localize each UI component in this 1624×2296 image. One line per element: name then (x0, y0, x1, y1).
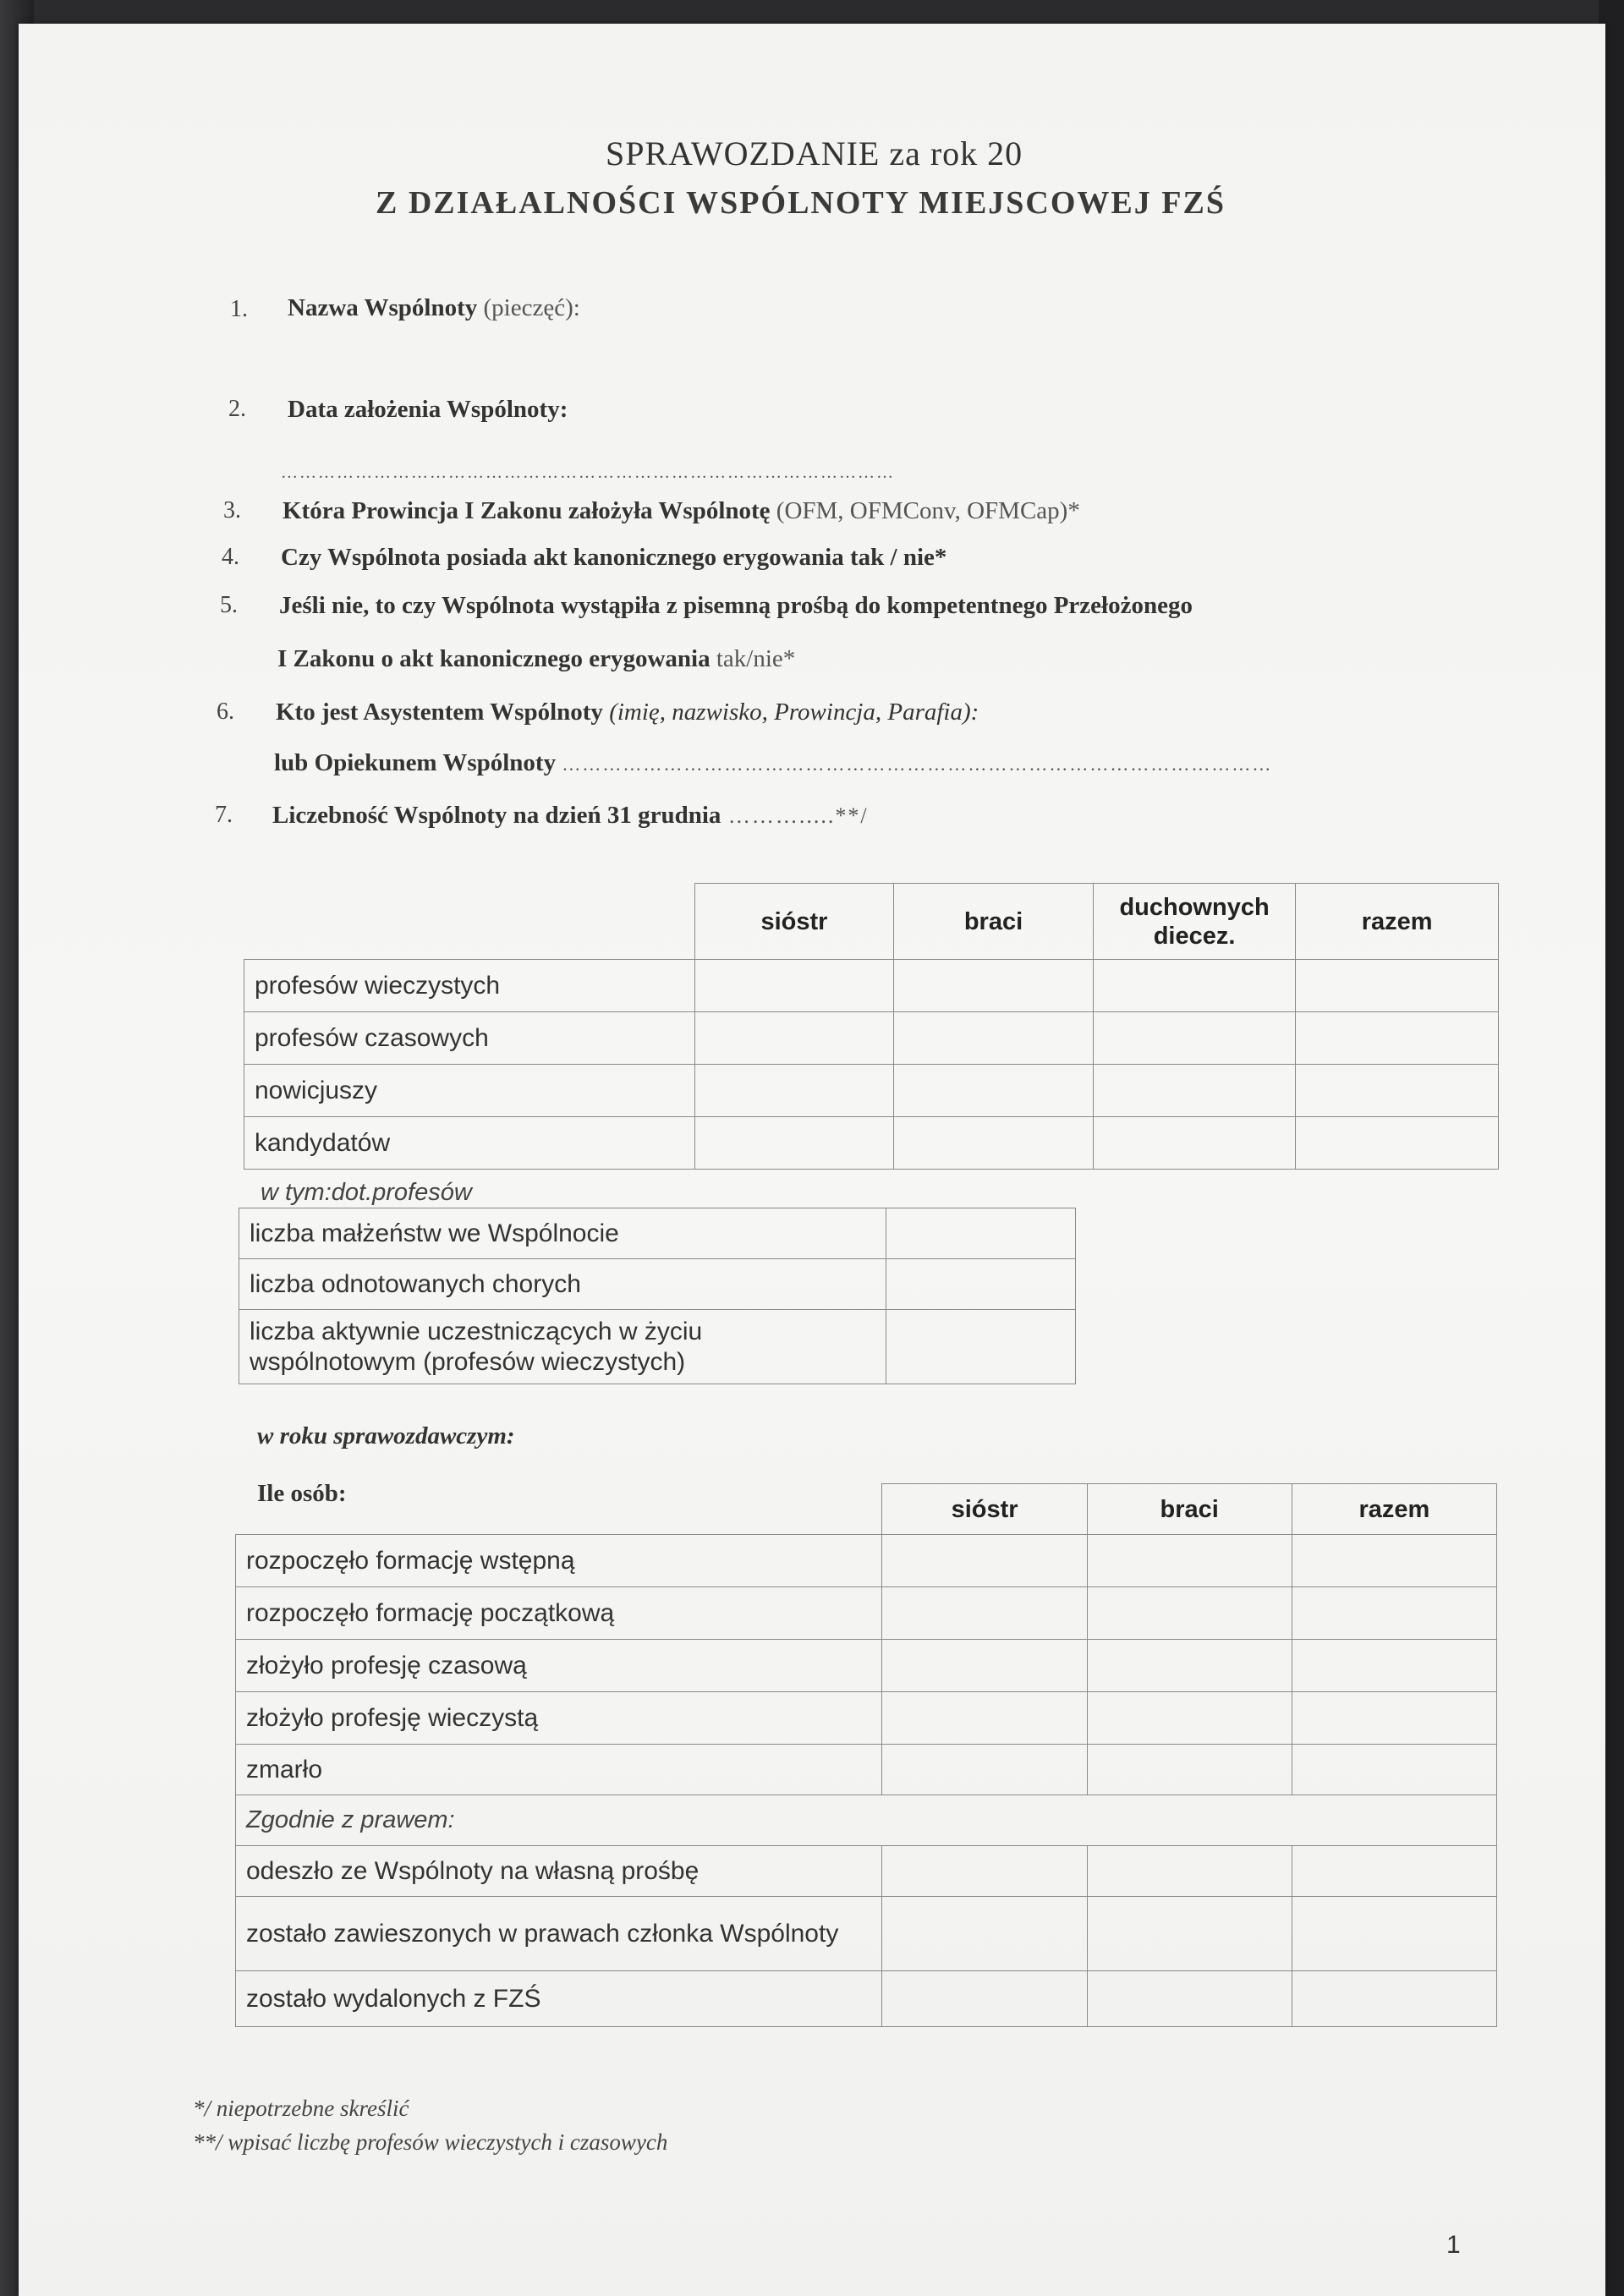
row-label: złożyło profesję wieczystą (236, 1692, 882, 1745)
item-5-text-line-2: I Zakonu o akt kanonicznego erygowania tak/nie* (277, 645, 796, 672)
input-cell[interactable] (894, 1012, 1094, 1065)
input-cell[interactable] (1292, 1745, 1496, 1795)
item-5-text: Jeśli nie, to czy Wspólnota wystąpiła z pisemną prośbą do kompetentnego Przełożonego (279, 592, 1193, 619)
header-siostr: sióstr (694, 884, 894, 960)
table2-caption: w tym:dot.profesów (261, 1179, 472, 1206)
page-number: 1 (1446, 2231, 1461, 2259)
ile-osob-label: Ile osób: (257, 1480, 347, 1507)
title-line-1: SPRAWOZDANIE za rok 20 (606, 134, 1023, 173)
annual-table-corner (236, 1484, 882, 1535)
header-razem: razem (1296, 884, 1499, 960)
input-cell[interactable] (1296, 1065, 1499, 1117)
input-cell[interactable] (694, 1117, 894, 1170)
input-cell[interactable] (882, 1971, 1087, 2027)
row-label: profesów czasowych (244, 1012, 695, 1065)
row-label: kandydatów (244, 1117, 695, 1170)
item-2-dotted-line: ……………………………………………………………………………………… (281, 463, 895, 482)
item-6-text: Kto jest Asystentem Wspólnoty (imię, nazwisko, Prowincja, Parafia): (276, 699, 979, 726)
table-row (239, 1310, 1076, 1384)
header-siostr: sióstr (882, 1484, 1087, 1535)
item-3-number: 3. (223, 497, 241, 523)
table-row (236, 1640, 1497, 1692)
input-cell[interactable] (1292, 1846, 1496, 1897)
input-cell[interactable] (1087, 1692, 1292, 1745)
input-cell[interactable] (882, 1846, 1087, 1897)
input-cell[interactable] (1093, 1012, 1296, 1065)
input-cell[interactable] (882, 1745, 1087, 1795)
input-cell[interactable] (882, 1640, 1087, 1692)
input-cell[interactable] (882, 1897, 1087, 1971)
input-cell[interactable] (894, 1065, 1094, 1117)
input-cell[interactable] (882, 1692, 1087, 1745)
item-4-text: Czy Wspólnota posiada akt kanonicznego erygowania tak / nie* (281, 544, 947, 571)
header-braci: braci (1087, 1484, 1292, 1535)
input-cell[interactable] (1087, 1587, 1292, 1640)
input-cell[interactable] (1087, 1846, 1292, 1897)
annual-table (235, 1483, 1497, 2027)
profesy-details-table (239, 1208, 1076, 1384)
table-row (236, 1846, 1497, 1897)
row-label: zmarło (236, 1745, 882, 1795)
input-cell[interactable] (694, 1065, 894, 1117)
input-cell[interactable] (1087, 1971, 1292, 2027)
row-label: zostało zawieszonych w prawach członka Wspólnoty (236, 1897, 882, 1971)
input-cell[interactable] (894, 960, 1094, 1012)
table-row (236, 1745, 1497, 1795)
input-cell[interactable] (1292, 1971, 1496, 2027)
membership-table-corner (244, 884, 695, 960)
row-label: złożyło profesję czasową (236, 1640, 882, 1692)
item-5-number: 5. (220, 592, 238, 618)
input-cell[interactable] (1087, 1745, 1292, 1795)
input-cell[interactable] (1093, 1065, 1296, 1117)
input-cell[interactable] (1087, 1535, 1292, 1587)
row-label: profesów wieczystych (244, 960, 695, 1012)
footnote-2: **/ wpisać liczbę profesów wieczystych i czasowych (193, 2129, 668, 2155)
table-row (239, 1259, 1076, 1310)
table-row (236, 1897, 1497, 1971)
item-4-number: 4. (222, 544, 239, 570)
row-label: zostało wydalonych z FZŚ (236, 1971, 882, 2027)
item-7-number: 7. (215, 802, 233, 828)
document-page (19, 24, 1605, 2296)
table-row (236, 1587, 1497, 1640)
item-3-text: Która Prowincja I Zakonu założyła Wspólnotę (OFM, OFMConv, OFMCap)* (283, 497, 1080, 524)
table-row (236, 1795, 1497, 1846)
input-cell[interactable] (1292, 1897, 1496, 1971)
table-row (236, 1971, 1497, 2027)
input-cell[interactable] (1296, 960, 1499, 1012)
table-row (239, 1208, 1076, 1259)
row-label: rozpoczęło formację początkową (236, 1587, 882, 1640)
footnote-1: */ niepotrzebne skreślić (193, 2096, 409, 2121)
input-cell[interactable] (694, 960, 894, 1012)
input-cell[interactable] (1087, 1640, 1292, 1692)
row-label: liczba odnotowanych chorych (239, 1259, 886, 1310)
header-razem: razem (1292, 1484, 1496, 1535)
table-row (244, 1065, 1499, 1117)
item-2-number: 2. (228, 396, 246, 422)
input-cell[interactable] (882, 1535, 1087, 1587)
input-cell[interactable] (886, 1259, 1076, 1310)
row-label: rozpoczęło formację wstępną (236, 1535, 882, 1587)
input-cell[interactable] (694, 1012, 894, 1065)
table-row (244, 960, 1499, 1012)
item-6-text-line-2: lub Opiekunem Wspólnoty …………………………………………………………………………………………… (274, 749, 1273, 776)
input-cell[interactable] (1292, 1587, 1496, 1640)
row-label: odeszło ze Wspólnoty na własną prośbę (236, 1846, 882, 1897)
item-7-text: Liczebność Wspólnoty na dzień 31 grudnia ……….....**/ (272, 802, 869, 829)
row-label: liczba aktywnie uczestniczących w życiu wspólnotowym (profesów wieczystych) (239, 1310, 886, 1384)
row-label: liczba małżeństw we Wspólnocie (239, 1208, 886, 1259)
item-1-text: Nazwa Wspólnoty (pieczęć): (288, 294, 580, 321)
input-cell[interactable] (1296, 1012, 1499, 1065)
item-1-number: 1. (230, 296, 248, 322)
header-braci: braci (894, 884, 1094, 960)
header-duchownych: duchownych diecez. (1093, 884, 1296, 960)
table-row (244, 1012, 1499, 1065)
input-cell[interactable] (1087, 1897, 1292, 1971)
item-6-number: 6. (217, 699, 234, 725)
input-cell[interactable] (1093, 1117, 1296, 1170)
row-label: nowicjuszy (244, 1065, 695, 1117)
section-heading: w roku sprawozdawczym: (257, 1422, 515, 1449)
input-cell[interactable] (894, 1117, 1094, 1170)
caption-row: Zgodnie z prawem: (236, 1795, 1497, 1846)
title-line-2: Z DZIAŁALNOŚCI WSPÓLNOTY MIEJSCOWEJ FZŚ (376, 185, 1226, 221)
input-cell[interactable] (1292, 1640, 1496, 1692)
input-cell[interactable] (1292, 1692, 1496, 1745)
input-cell[interactable] (882, 1587, 1087, 1640)
table-row (236, 1535, 1497, 1587)
item-2-text: Data założenia Wspólnoty: (288, 396, 568, 423)
input-cell[interactable] (1296, 1117, 1499, 1170)
membership-table (244, 883, 1499, 1170)
table-row (236, 1692, 1497, 1745)
input-cell[interactable] (1292, 1535, 1496, 1587)
input-cell[interactable] (1093, 960, 1296, 1012)
input-cell[interactable] (886, 1310, 1076, 1384)
input-cell[interactable] (886, 1208, 1076, 1259)
table-row (244, 1117, 1499, 1170)
